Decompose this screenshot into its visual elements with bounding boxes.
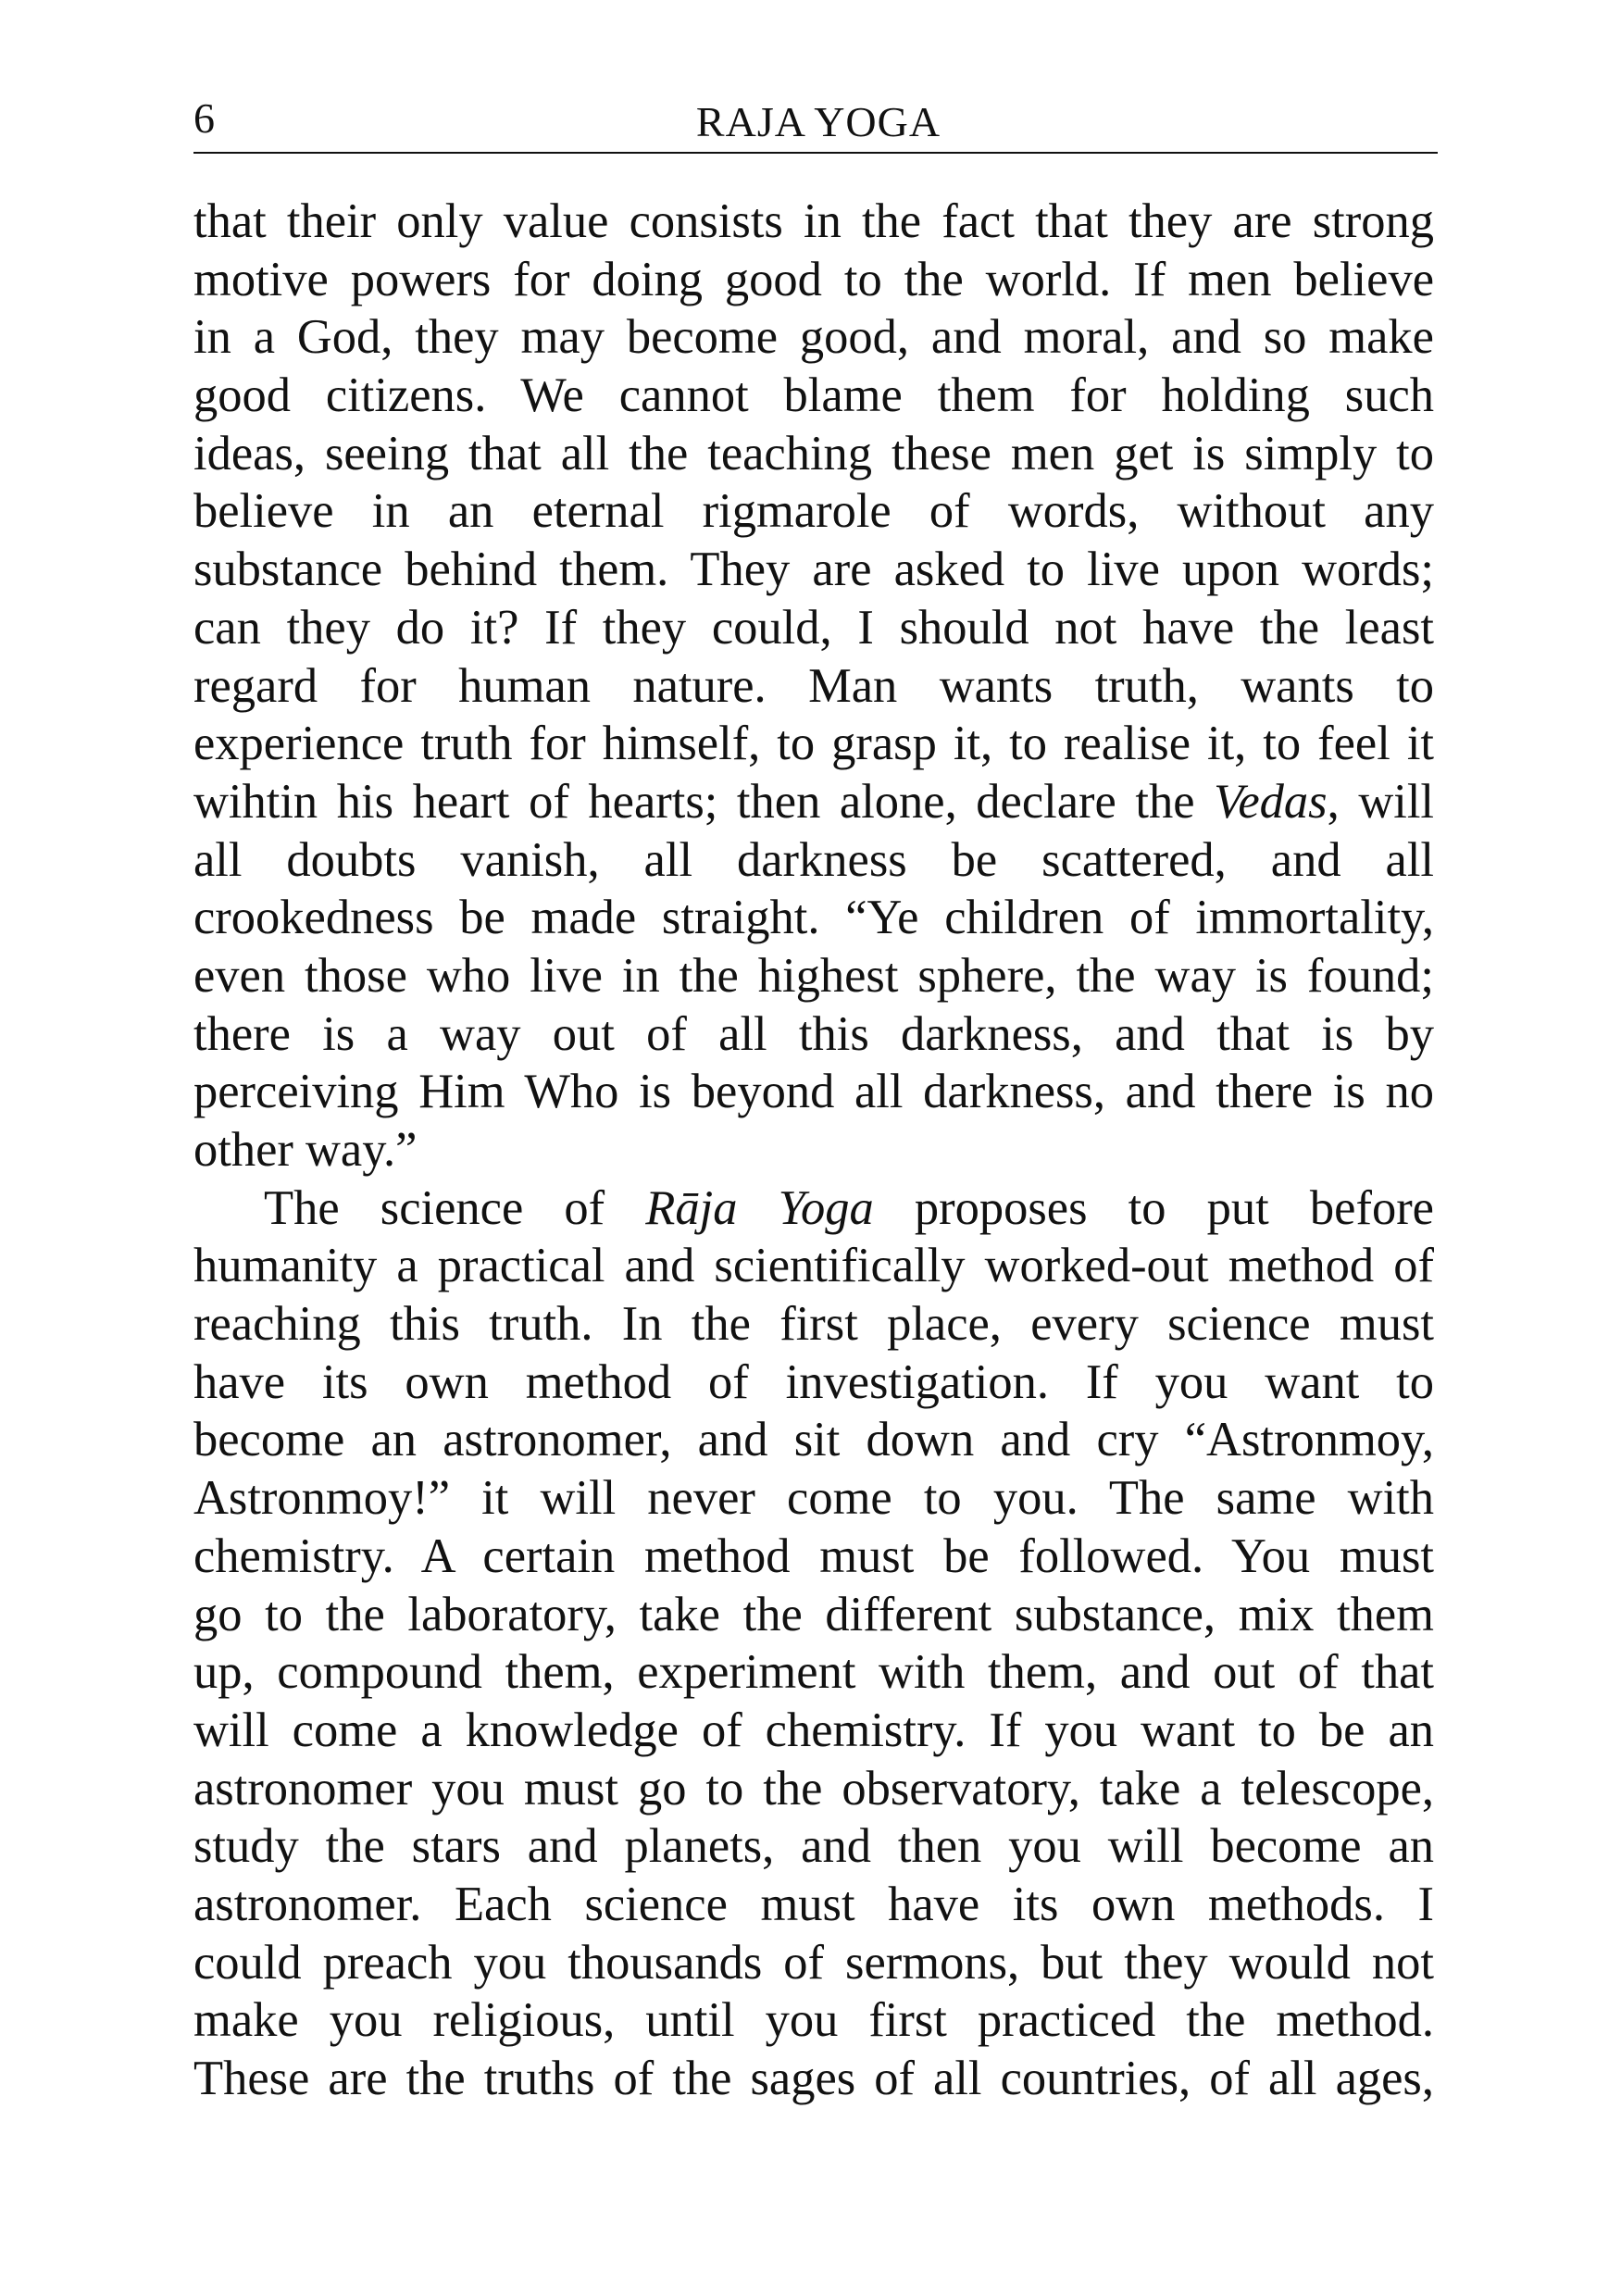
text-line: there is a way out of all this darkness, and that is by	[193, 1006, 1434, 1061]
text-line: substance behind them. They are asked to live upon words;	[193, 543, 1434, 597]
text-segment: The science of	[264, 1180, 646, 1235]
text-line: make you religious, until you first practiced the method.	[193, 1993, 1434, 2048]
text-segment: proposes to put before	[873, 1180, 1434, 1235]
text-line: in a God, they may become good, and moral, and so make	[193, 310, 1434, 365]
text-line: regard for human nature. Man wants truth, wants to	[193, 658, 1434, 713]
text-line: have its own method of investigation. If you want to	[193, 1354, 1434, 1409]
body-text	[193, 193, 1434, 2108]
text-line: even those who live in the highest sphere, the way is found;	[193, 948, 1434, 1003]
italic-term-raja-yoga: Rāja Yoga	[645, 1180, 874, 1235]
text-line: motive powers for doing good to the world. If men believe	[193, 252, 1434, 306]
text-line: reaching this truth. In the first place, every science must	[193, 1297, 1434, 1352]
paragraph-1	[193, 193, 1434, 1179]
text-line: good citizens. We cannot blame them for holding such	[193, 368, 1434, 423]
text-line: These are the truths of the sages of all countries, of all ages,	[193, 2052, 1434, 2105]
italic-term-vedas: Vedas	[1214, 774, 1328, 829]
text-segment: wihtin his heart of hearts; then alone, declare the	[193, 774, 1215, 829]
text-line: Astronmoy!” it will never come to you. The same with	[193, 1471, 1434, 1526]
text-line: humanity a practical and scientifically worked-out method of	[193, 1239, 1434, 1293]
text-line: crookedness be made straight. “Ye children of immortality,	[193, 891, 1434, 945]
running-title: RAJA YOGA	[695, 98, 941, 145]
page-header	[193, 91, 1438, 154]
text-line: chemistry. A certain method must be followed. You must	[193, 1529, 1434, 1583]
text-line: believe in an eternal rigmarole of words, without any	[193, 484, 1434, 539]
text-line: will come a knowledge of chemistry. If you want to be an	[193, 1703, 1434, 1757]
page-number: 6	[193, 94, 215, 142]
paragraph-2	[193, 1179, 1434, 2108]
text-line-with-italic	[193, 773, 1434, 831]
text-line: astronomer. Each science must have its own methods. I	[193, 1877, 1434, 1931]
text-line: other way.”	[193, 1123, 418, 1177]
text-line: experience truth for himself, to grasp it, to realise it, to feel it	[193, 717, 1434, 771]
text-line: up, compound them, experiment with them, and out of that	[193, 1645, 1434, 1700]
text-line: could preach you thousands of sermons, but they would not	[193, 1935, 1434, 1990]
text-line: astronomer you must go to the observatory, take a telescope,	[193, 1761, 1434, 1816]
text-line: that their only value consists in the fact that they are strong	[193, 194, 1434, 248]
text-line: go to the laboratory, take the different substance, mix them	[193, 1587, 1434, 1641]
text-line: ideas, seeing that all the teaching these men get is simply to	[193, 426, 1434, 480]
text-line: all doubts vanish, all darkness be scattered, and all	[193, 832, 1434, 887]
text-segment: , will	[1327, 774, 1434, 829]
text-line: can they do it? If they could, I should not have the least	[193, 600, 1434, 655]
text-line-with-italic	[193, 1179, 1434, 1238]
text-line: study the stars and planets, and then you will become an	[193, 1819, 1434, 1874]
text-line: perceiving Him Who is beyond all darkness, and there is no	[193, 1065, 1434, 1119]
text-line: become an astronomer, and sit down and cry “Astronmoy,	[193, 1413, 1434, 1467]
